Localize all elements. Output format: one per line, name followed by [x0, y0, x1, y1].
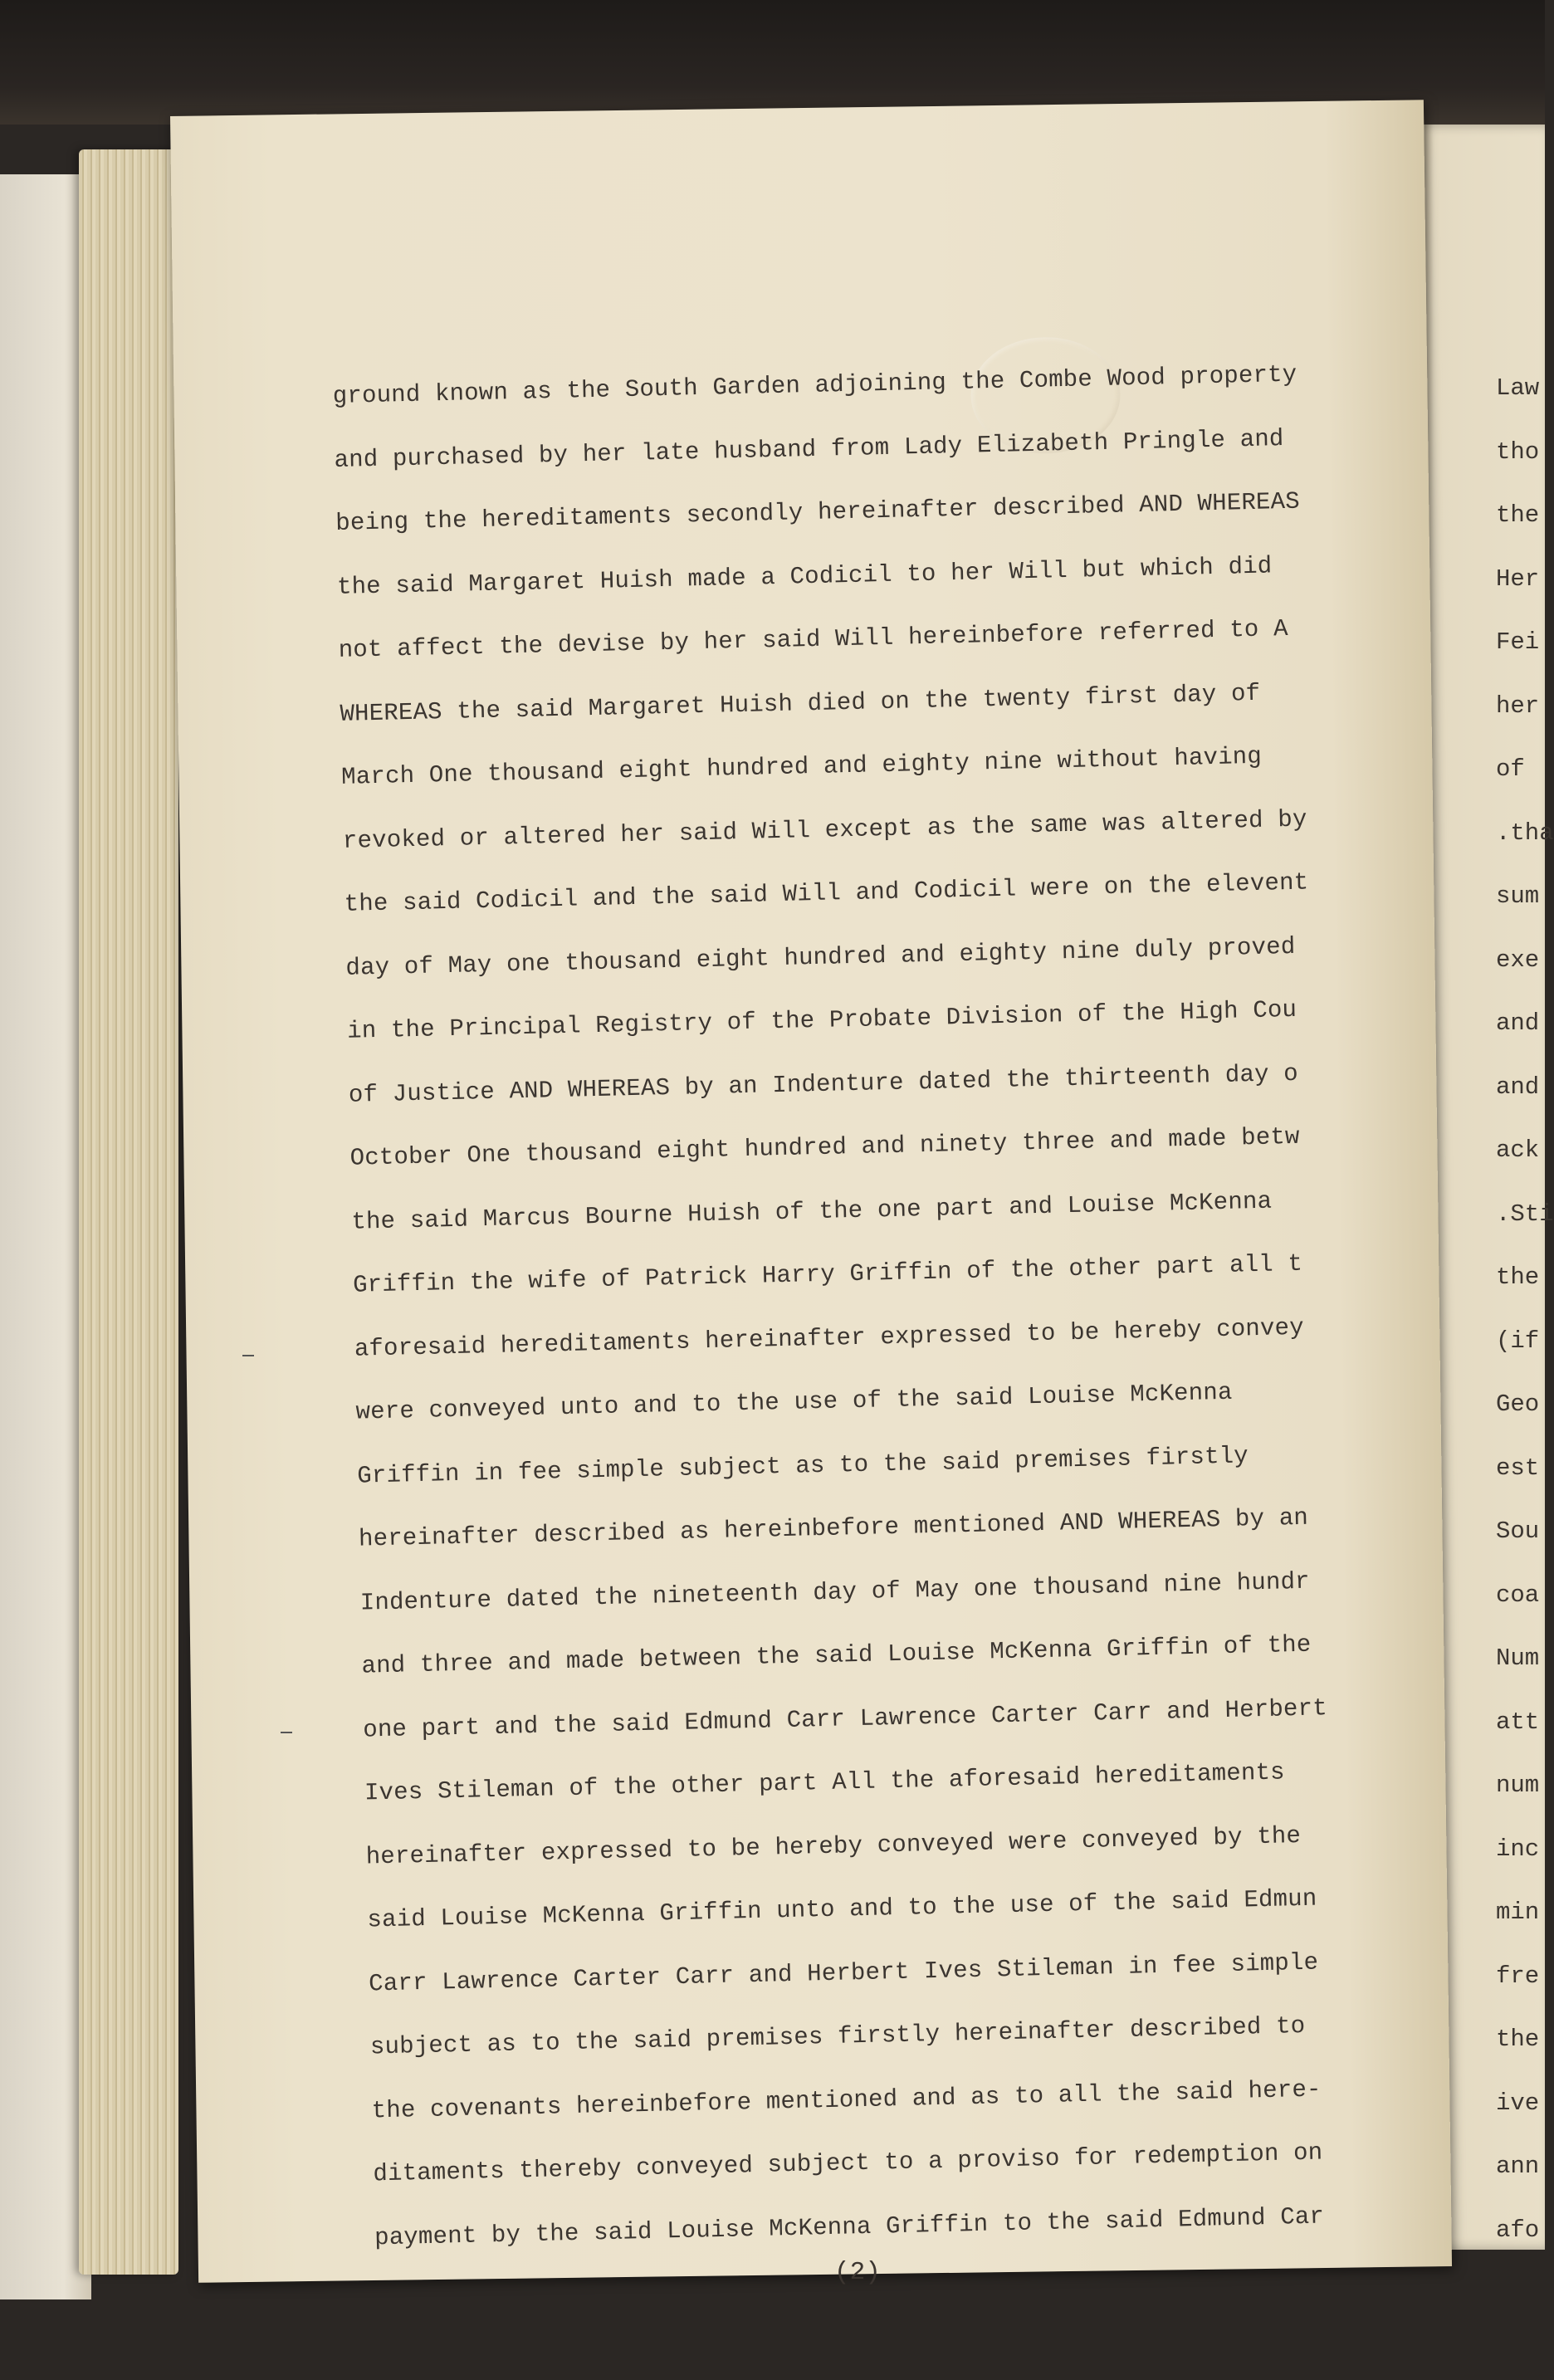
facing-line: tho: [1496, 437, 1540, 466]
text-line: the covenants hereinbefore mentioned and as to all the said here-: [371, 2075, 1322, 2124]
facing-line: the: [1496, 2026, 1540, 2053]
text-line: of Justice AND WHEREAS by an Indenture dated the thirteenth day o: [348, 1059, 1299, 1109]
text-line: in the Principal Registry of the Probate Division of the High Cou: [346, 995, 1297, 1045]
facing-line: fre: [1496, 1962, 1540, 1990]
text-line: hereinafter expressed to be hereby conveyed were conveyed by the: [365, 1821, 1302, 1871]
facing-line: min: [1496, 1899, 1540, 1926]
margin-mark: [242, 1355, 254, 1356]
facing-line: .tha: [1496, 819, 1554, 847]
facing-line: sum: [1496, 882, 1540, 910]
facing-line: num: [1496, 1772, 1540, 1799]
text-line: and three and made between the said Louise McKenna Griffin of the: [361, 1630, 1312, 1680]
text-line: one part and the said Edmund Carr Lawrence Carter Carr and Herbert: [362, 1693, 1328, 1744]
text-line: the said Marcus Bourne Huish of the one part and Louise McKenna: [351, 1187, 1273, 1236]
text-line: ground known as the South Garden adjoining the Combe Wood property: [332, 360, 1297, 410]
text-line: Griffin in fee simple subject as to the said premises firstly: [356, 1441, 1249, 1490]
facing-line: afo: [1496, 2216, 1540, 2244]
text-line: aforesaid hereditaments hereinafter expressed to be hereby convey: [354, 1313, 1305, 1363]
text-line: hereinafter described as hereinbefore mentioned AND WHEREAS by an: [358, 1503, 1309, 1553]
facing-line: (if: [1496, 1327, 1540, 1355]
text-line: October One thousand eight hundred and ninety three and made betw: [349, 1122, 1300, 1172]
facing-line: est: [1496, 1454, 1540, 1482]
facing-line: .Sti: [1496, 1200, 1554, 1228]
facing-line: att: [1496, 1708, 1540, 1736]
facing-line: the: [1496, 1263, 1540, 1291]
text-line: were conveyed unto and to the use of the said Louise McKenna: [355, 1378, 1233, 1426]
text-line: Ives Stileman of the other part All the aforesaid hereditaments: [364, 1758, 1286, 1807]
facing-line: Geo: [1496, 1390, 1540, 1418]
facing-line: exe: [1496, 946, 1540, 974]
facing-line: of: [1496, 755, 1525, 783]
margin-mark: [281, 1732, 292, 1733]
text-line: WHEREAS the said Margaret Huish died on the twenty first day of: [340, 679, 1261, 728]
text-line: day of May one thousand eight hundred and eighty nine duly proved: [345, 932, 1296, 982]
text-line: Carr Lawrence Carter Carr and Herbert Ives Stileman in fee simple: [368, 1948, 1319, 1997]
facing-page-text: [1496, 357, 1554, 2262]
facing-line: Sou: [1496, 1517, 1540, 1545]
text-line: subject as to the said premises firstly hereinafter described to: [369, 2011, 1306, 2061]
text-line: the said Margaret Huish made a Codicil to her Will but which did: [336, 551, 1273, 601]
text-line: ditaments thereby conveyed subject to a proviso for redemption on: [373, 2138, 1323, 2188]
text-line: revoked or altered her said Will except as the same was altered by: [342, 804, 1307, 855]
facing-line: and: [1496, 1009, 1540, 1037]
text-line: the said Codicil and the said Will and Codicil were on the elevent: [344, 868, 1309, 918]
facing-line: inc: [1496, 1835, 1540, 1863]
facing-line: Her: [1496, 564, 1540, 593]
facing-line: ack: [1496, 1136, 1540, 1164]
text-line: Indenture dated the nineteenth day of May one thousand nine hundr: [359, 1567, 1311, 1617]
facing-line: ive: [1496, 2089, 1540, 2117]
text-line: Griffin the wife of Patrick Harry Griffin of the other part all t: [352, 1249, 1303, 1299]
facing-line: the: [1496, 501, 1540, 529]
facing-line: Num: [1496, 1644, 1540, 1672]
text-line: March One thousand eight hundred and eighty nine without having: [340, 742, 1263, 791]
facing-line: her: [1496, 692, 1540, 720]
page-number: (2): [834, 2258, 881, 2287]
facing-line: coa: [1496, 1581, 1540, 1609]
left-facing-page: [0, 174, 91, 2299]
text-line: and purchased by her late husband from Lady Elizabeth Pringle and: [334, 424, 1284, 474]
facing-line: and: [1496, 1073, 1540, 1101]
typed-text-block: [332, 341, 1454, 2270]
facing-line: Fei: [1496, 628, 1540, 656]
facing-line: Law: [1496, 374, 1540, 402]
facing-line: ann: [1496, 2153, 1540, 2180]
text-line: being the hereditaments secondly hereinafter described AND WHEREAS: [335, 487, 1301, 537]
text-line: payment by the said Louise McKenna Griffin to the said Edmund Car: [374, 2202, 1325, 2251]
text-line: said Louise McKenna Griffin unto and to the use of the said Edmun: [367, 1884, 1317, 1934]
page-stack-edges: [79, 149, 178, 2275]
text-line: not affect the devise by her said Will hereinbefore referred to A: [338, 614, 1289, 664]
